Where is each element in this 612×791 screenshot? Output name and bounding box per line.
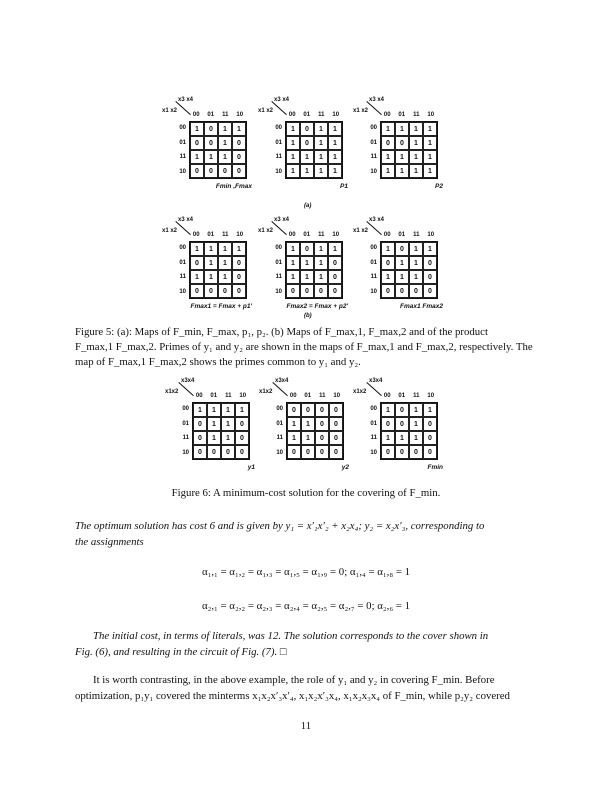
label-b: (b) xyxy=(304,313,312,319)
paragraph-line: It is worth contrasting, in the above example, the role of y₁ and y₂ in covering F_min. Before xyxy=(93,674,495,686)
map-cell: 1 xyxy=(193,403,207,417)
row-header: 10 xyxy=(179,168,186,175)
map-cell: 1 xyxy=(314,270,328,284)
map-cell: 1 xyxy=(300,150,314,164)
map-cell: 1 xyxy=(328,242,342,256)
map-cell: 1 xyxy=(395,270,409,284)
map-cell: 0 xyxy=(328,284,342,298)
map-cell: 1 xyxy=(221,403,235,417)
column-header: 10 xyxy=(239,393,247,399)
column-header: 00 xyxy=(288,112,296,118)
row-header: 10 xyxy=(275,288,282,295)
map-cell: 1 xyxy=(218,136,232,150)
map-cell: 0 xyxy=(328,256,342,270)
map-grid xyxy=(285,241,343,299)
map-cell: 0 xyxy=(381,445,395,459)
row-header: 11 xyxy=(370,435,377,442)
map-cell: 1 xyxy=(235,403,249,417)
column-header: 11 xyxy=(318,232,325,238)
column-header: 11 xyxy=(413,393,420,399)
column-header: 01 xyxy=(207,232,215,238)
row-header: 00 xyxy=(276,406,283,413)
map-cell: 1 xyxy=(423,242,437,256)
map-cell: 0 xyxy=(235,431,249,445)
map-cell: 1 xyxy=(286,136,300,150)
map-cell: 1 xyxy=(328,136,342,150)
map-cell: 1 xyxy=(190,122,204,136)
map-cell: 0 xyxy=(232,256,246,270)
map-cell: 1 xyxy=(409,136,423,150)
map-cell: 0 xyxy=(301,445,315,459)
map-cell: 1 xyxy=(423,164,437,178)
karnaugh-map xyxy=(347,217,457,327)
map-cell: 0 xyxy=(204,164,218,178)
row-variables: x1 x2 xyxy=(353,108,369,114)
column-header: 01 xyxy=(304,393,312,399)
column-header: 11 xyxy=(222,112,229,118)
row-header: 01 xyxy=(370,420,377,427)
column-header: 00 xyxy=(192,112,200,118)
column-header: 11 xyxy=(318,112,325,118)
map-cell: 1 xyxy=(232,242,246,256)
map-cell: 0 xyxy=(287,403,301,417)
row-header: 11 xyxy=(182,435,189,442)
column-header: 00 xyxy=(383,112,391,118)
map-grid xyxy=(380,402,438,460)
column-header: 01 xyxy=(398,232,406,238)
map-cell: 1 xyxy=(286,164,300,178)
page-number: 11 xyxy=(300,720,312,732)
column-header: 10 xyxy=(427,232,435,238)
row-header: 01 xyxy=(370,259,377,266)
column-header: 11 xyxy=(222,232,229,238)
map-cell: 0 xyxy=(193,445,207,459)
column-header: 01 xyxy=(303,232,311,238)
map-cell: 1 xyxy=(286,122,300,136)
map-caption: Fmax2 = Fmax + p2' xyxy=(286,303,348,310)
map-cell: 0 xyxy=(301,403,315,417)
column-header: 10 xyxy=(427,112,435,118)
map-cell: 0 xyxy=(221,445,235,459)
column-header: 01 xyxy=(398,393,406,399)
map-cell: 1 xyxy=(190,150,204,164)
map-caption: y2 xyxy=(341,464,349,471)
map-cell: 0 xyxy=(381,284,395,298)
map-cell: 1 xyxy=(190,242,204,256)
map-cell: 0 xyxy=(314,284,328,298)
map-caption: Fmax1 Fmax2 xyxy=(400,303,443,310)
map-cell: 0 xyxy=(329,403,343,417)
map-cell: 0 xyxy=(409,284,423,298)
map-cell: 0 xyxy=(328,270,342,284)
row-header: 00 xyxy=(275,125,282,132)
map-cell: 0 xyxy=(218,284,232,298)
column-header: 11 xyxy=(225,393,232,399)
map-cell: 0 xyxy=(300,136,314,150)
map-caption: Fmax1 = Fmax + p1' xyxy=(190,303,252,310)
column-header: 01 xyxy=(303,112,311,118)
map-cell: 0 xyxy=(381,256,395,270)
row-variables: x1 x2 xyxy=(353,228,369,234)
column-header: 00 xyxy=(383,393,391,399)
row-header: 10 xyxy=(182,449,189,456)
karnaugh-map xyxy=(252,97,362,207)
column-variables: x3 x4 xyxy=(369,217,385,223)
column-header: 11 xyxy=(413,112,420,118)
map-cell: 0 xyxy=(395,417,409,431)
paragraph-line: optimization, p₁y₁ covered the minterms x₁x₂x′₃x′₄, x₁x₂x′₃x₄, x₁x₂x₃x₄ of F_min, while p₂y₂ covered xyxy=(75,690,510,702)
map-cell: 1 xyxy=(314,242,328,256)
row-variables: x1x2 xyxy=(353,389,367,395)
map-cell: 1 xyxy=(381,150,395,164)
map-cell: 1 xyxy=(190,270,204,284)
map-cell: 1 xyxy=(314,136,328,150)
map-cell: 1 xyxy=(204,242,218,256)
column-header: 10 xyxy=(427,393,435,399)
row-variables: x1 x2 xyxy=(162,108,178,114)
row-header: 11 xyxy=(179,274,186,281)
row-header: 11 xyxy=(370,274,377,281)
map-cell: 0 xyxy=(395,403,409,417)
map-cell: 1 xyxy=(207,431,221,445)
map-cell: 0 xyxy=(287,445,301,459)
map-cell: 1 xyxy=(301,431,315,445)
row-header: 01 xyxy=(275,259,282,266)
map-cell: 1 xyxy=(409,164,423,178)
column-header: 00 xyxy=(383,232,391,238)
map-cell: 1 xyxy=(204,150,218,164)
map-cell: 1 xyxy=(286,256,300,270)
column-variables: x3 x4 xyxy=(178,97,194,103)
column-variables: x3 x4 xyxy=(369,97,385,103)
map-cell: 1 xyxy=(300,256,314,270)
figure5-caption-line: Figure 5: (a): Maps of F_min, F_max, p₁, p₂. (b) Maps of F_max,1, F_max,2 and of the product xyxy=(75,326,488,338)
map-cell: 0 xyxy=(315,403,329,417)
map-cell: 0 xyxy=(235,445,249,459)
row-header: 00 xyxy=(275,245,282,252)
equation-2: α₂,₁ = α₂,₂ = α₂,₃ = α₂,₄ = α₂,₅ = α₂,₇ = 0; α₂,₆ = 1 xyxy=(201,600,411,612)
column-header: 00 xyxy=(288,232,296,238)
map-cell: 1 xyxy=(395,122,409,136)
map-cell: 1 xyxy=(409,150,423,164)
row-variables: x1 x2 xyxy=(258,228,274,234)
column-header: 11 xyxy=(413,232,420,238)
map-grid xyxy=(285,121,343,179)
map-cell: 0 xyxy=(423,270,437,284)
row-variables: x1 x2 xyxy=(162,228,178,234)
column-variables: x3x4 xyxy=(181,378,195,384)
row-header: 00 xyxy=(179,125,186,132)
map-cell: 0 xyxy=(300,284,314,298)
map-grid xyxy=(380,241,438,299)
column-header: 10 xyxy=(333,393,341,399)
map-cell: 1 xyxy=(301,417,315,431)
map-cell: 1 xyxy=(314,150,328,164)
map-cell: 0 xyxy=(193,431,207,445)
map-cell: 1 xyxy=(314,164,328,178)
map-cell: 1 xyxy=(314,256,328,270)
map-cell: 0 xyxy=(329,445,343,459)
map-cell: 1 xyxy=(381,403,395,417)
karnaugh-map xyxy=(156,97,266,207)
map-cell: 1 xyxy=(423,122,437,136)
map-cell: 1 xyxy=(204,270,218,284)
row-header: 01 xyxy=(276,420,283,427)
map-grid xyxy=(189,241,247,299)
column-header: 01 xyxy=(207,112,215,118)
karnaugh-map xyxy=(252,217,362,327)
row-header: 10 xyxy=(179,288,186,295)
map-cell: 0 xyxy=(232,164,246,178)
map-cell: 0 xyxy=(395,284,409,298)
map-cell: 1 xyxy=(287,431,301,445)
map-cell: 0 xyxy=(232,136,246,150)
map-cell: 0 xyxy=(204,122,218,136)
column-variables: x3 x4 xyxy=(274,217,290,223)
map-cell: 1 xyxy=(409,256,423,270)
map-cell: 1 xyxy=(423,403,437,417)
map-cell: 0 xyxy=(300,242,314,256)
map-cell: 1 xyxy=(395,256,409,270)
column-variables: x3 x4 xyxy=(274,97,290,103)
row-header: 11 xyxy=(275,274,282,281)
column-header: 01 xyxy=(398,112,406,118)
label-a: (a) xyxy=(304,203,312,209)
column-header: 10 xyxy=(236,112,244,118)
map-cell: 1 xyxy=(409,122,423,136)
map-grid xyxy=(286,402,344,460)
paragraph-line: the assignments xyxy=(75,536,144,548)
column-header: 11 xyxy=(319,393,326,399)
column-header: 10 xyxy=(332,112,340,118)
karnaugh-map xyxy=(347,97,457,207)
map-caption: y1 xyxy=(247,464,255,471)
row-header: 10 xyxy=(370,288,377,295)
row-header: 01 xyxy=(182,420,189,427)
map-cell: 1 xyxy=(207,403,221,417)
row-header: 01 xyxy=(179,259,186,266)
map-cell: 0 xyxy=(315,445,329,459)
map-cell: 0 xyxy=(423,256,437,270)
row-header: 10 xyxy=(276,449,283,456)
map-cell: 0 xyxy=(232,284,246,298)
map-caption: Fmin ,Fmax xyxy=(215,183,252,190)
map-cell: 0 xyxy=(204,284,218,298)
map-cell: 1 xyxy=(423,150,437,164)
map-cell: 1 xyxy=(381,242,395,256)
row-header: 10 xyxy=(275,168,282,175)
map-grid xyxy=(380,121,438,179)
row-header: 00 xyxy=(370,125,377,132)
karnaugh-map xyxy=(347,378,457,488)
map-cell: 0 xyxy=(204,136,218,150)
map-cell: 1 xyxy=(204,256,218,270)
map-cell: 1 xyxy=(287,417,301,431)
row-header: 00 xyxy=(370,406,377,413)
map-cell: 0 xyxy=(381,136,395,150)
map-cell: 0 xyxy=(409,445,423,459)
map-cell: 1 xyxy=(409,431,423,445)
map-cell: 0 xyxy=(232,150,246,164)
map-cell: 0 xyxy=(315,431,329,445)
map-cell: 0 xyxy=(315,417,329,431)
equation-1: α₁,₁ = α₁,₂ = α₁,₃ = α₁,₅ = α₁,₉ = 0; α₁,₄ = α₁,₈ = 1 xyxy=(201,566,411,578)
map-cell: 1 xyxy=(232,122,246,136)
map-cell: 1 xyxy=(395,164,409,178)
map-cell: 0 xyxy=(423,284,437,298)
column-header: 10 xyxy=(236,232,244,238)
column-header: 10 xyxy=(332,232,340,238)
map-cell: 1 xyxy=(381,431,395,445)
map-cell: 0 xyxy=(395,445,409,459)
map-cell: 0 xyxy=(423,445,437,459)
map-cell: 1 xyxy=(395,431,409,445)
map-cell: 0 xyxy=(395,242,409,256)
row-header: 01 xyxy=(275,139,282,146)
map-cell: 0 xyxy=(381,417,395,431)
map-cell: 1 xyxy=(286,150,300,164)
map-cell: 1 xyxy=(218,270,232,284)
row-header: 00 xyxy=(179,245,186,252)
map-cell: 0 xyxy=(190,164,204,178)
map-cell: 0 xyxy=(395,136,409,150)
map-cell: 0 xyxy=(423,417,437,431)
map-cell: 0 xyxy=(190,256,204,270)
map-cell: 1 xyxy=(218,242,232,256)
map-cell: 1 xyxy=(328,164,342,178)
map-cell: 1 xyxy=(328,150,342,164)
map-cell: 0 xyxy=(190,136,204,150)
map-cell: 1 xyxy=(286,242,300,256)
map-cell: 1 xyxy=(381,270,395,284)
map-cell: 0 xyxy=(190,284,204,298)
row-header: 10 xyxy=(370,168,377,175)
row-header: 00 xyxy=(182,406,189,413)
column-variables: x3x4 xyxy=(275,378,289,384)
row-variables: x1x2 xyxy=(165,389,179,395)
column-header: 00 xyxy=(195,393,203,399)
map-cell: 0 xyxy=(329,417,343,431)
map-cell: 1 xyxy=(221,417,235,431)
map-cell: 0 xyxy=(235,417,249,431)
row-header: 11 xyxy=(276,435,283,442)
map-cell: 0 xyxy=(300,122,314,136)
row-header: 11 xyxy=(370,154,377,161)
row-variables: x1 x2 xyxy=(258,108,274,114)
map-cell: 1 xyxy=(218,150,232,164)
map-cell: 0 xyxy=(423,431,437,445)
column-header: 00 xyxy=(192,232,200,238)
row-header: 01 xyxy=(370,139,377,146)
map-cell: 1 xyxy=(395,150,409,164)
paragraph-line: The optimum solution has cost 6 and is given by y₁ = x′₁x′₂ + x₂x₄; y₂ = x₂x′₃, corresponding to xyxy=(75,520,485,532)
karnaugh-map xyxy=(156,217,266,327)
column-variables: x3 x4 xyxy=(178,217,194,223)
map-cell: 1 xyxy=(409,270,423,284)
map-cell: 0 xyxy=(329,431,343,445)
map-cell: 0 xyxy=(232,270,246,284)
row-header: 01 xyxy=(179,139,186,146)
figure5-caption-line: F_max,1 F_max,2. Primes of y₁ and y₂ are shown in the maps of F_max,1 and F_max,2, respectively. The xyxy=(75,341,533,353)
column-variables: x3x4 xyxy=(369,378,383,384)
map-cell: 1 xyxy=(207,417,221,431)
row-header: 11 xyxy=(179,154,186,161)
row-header: 10 xyxy=(370,449,377,456)
row-header: 11 xyxy=(275,154,282,161)
map-cell: 0 xyxy=(286,284,300,298)
figure5-caption-line: map of F_max,1 F_max,2 shows the primes common to y₁ and y₂. xyxy=(75,356,361,368)
map-cell: 1 xyxy=(218,256,232,270)
map-cell: 0 xyxy=(207,445,221,459)
map-grid xyxy=(189,121,247,179)
map-cell: 1 xyxy=(423,136,437,150)
map-cell: 1 xyxy=(328,122,342,136)
map-cell: 1 xyxy=(381,122,395,136)
row-header: 00 xyxy=(370,245,377,252)
map-cell: 1 xyxy=(221,431,235,445)
map-caption: P1 xyxy=(340,183,348,190)
paragraph-line: The initial cost, in terms of literals, was 12. The solution corresponds to the cover shown in xyxy=(93,630,489,642)
map-caption: Fmin xyxy=(427,464,443,471)
map-cell: 0 xyxy=(218,164,232,178)
row-variables: x1x2 xyxy=(259,389,273,395)
map-caption: P2 xyxy=(435,183,443,190)
paragraph-line: Fig. (6), and resulting in the circuit of Fig. (7). □ xyxy=(75,646,287,658)
map-cell: 1 xyxy=(409,403,423,417)
map-cell: 1 xyxy=(314,122,328,136)
column-header: 01 xyxy=(210,393,218,399)
map-cell: 1 xyxy=(286,270,300,284)
map-cell: 1 xyxy=(300,164,314,178)
map-grid xyxy=(192,402,250,460)
map-cell: 1 xyxy=(300,270,314,284)
map-cell: 1 xyxy=(381,164,395,178)
map-cell: 1 xyxy=(409,242,423,256)
map-cell: 1 xyxy=(409,417,423,431)
figure6-caption: Figure 6: A minimum-cost solution for the covering of F_min. xyxy=(171,487,441,499)
map-cell: 1 xyxy=(218,122,232,136)
map-cell: 0 xyxy=(193,417,207,431)
column-header: 00 xyxy=(289,393,297,399)
